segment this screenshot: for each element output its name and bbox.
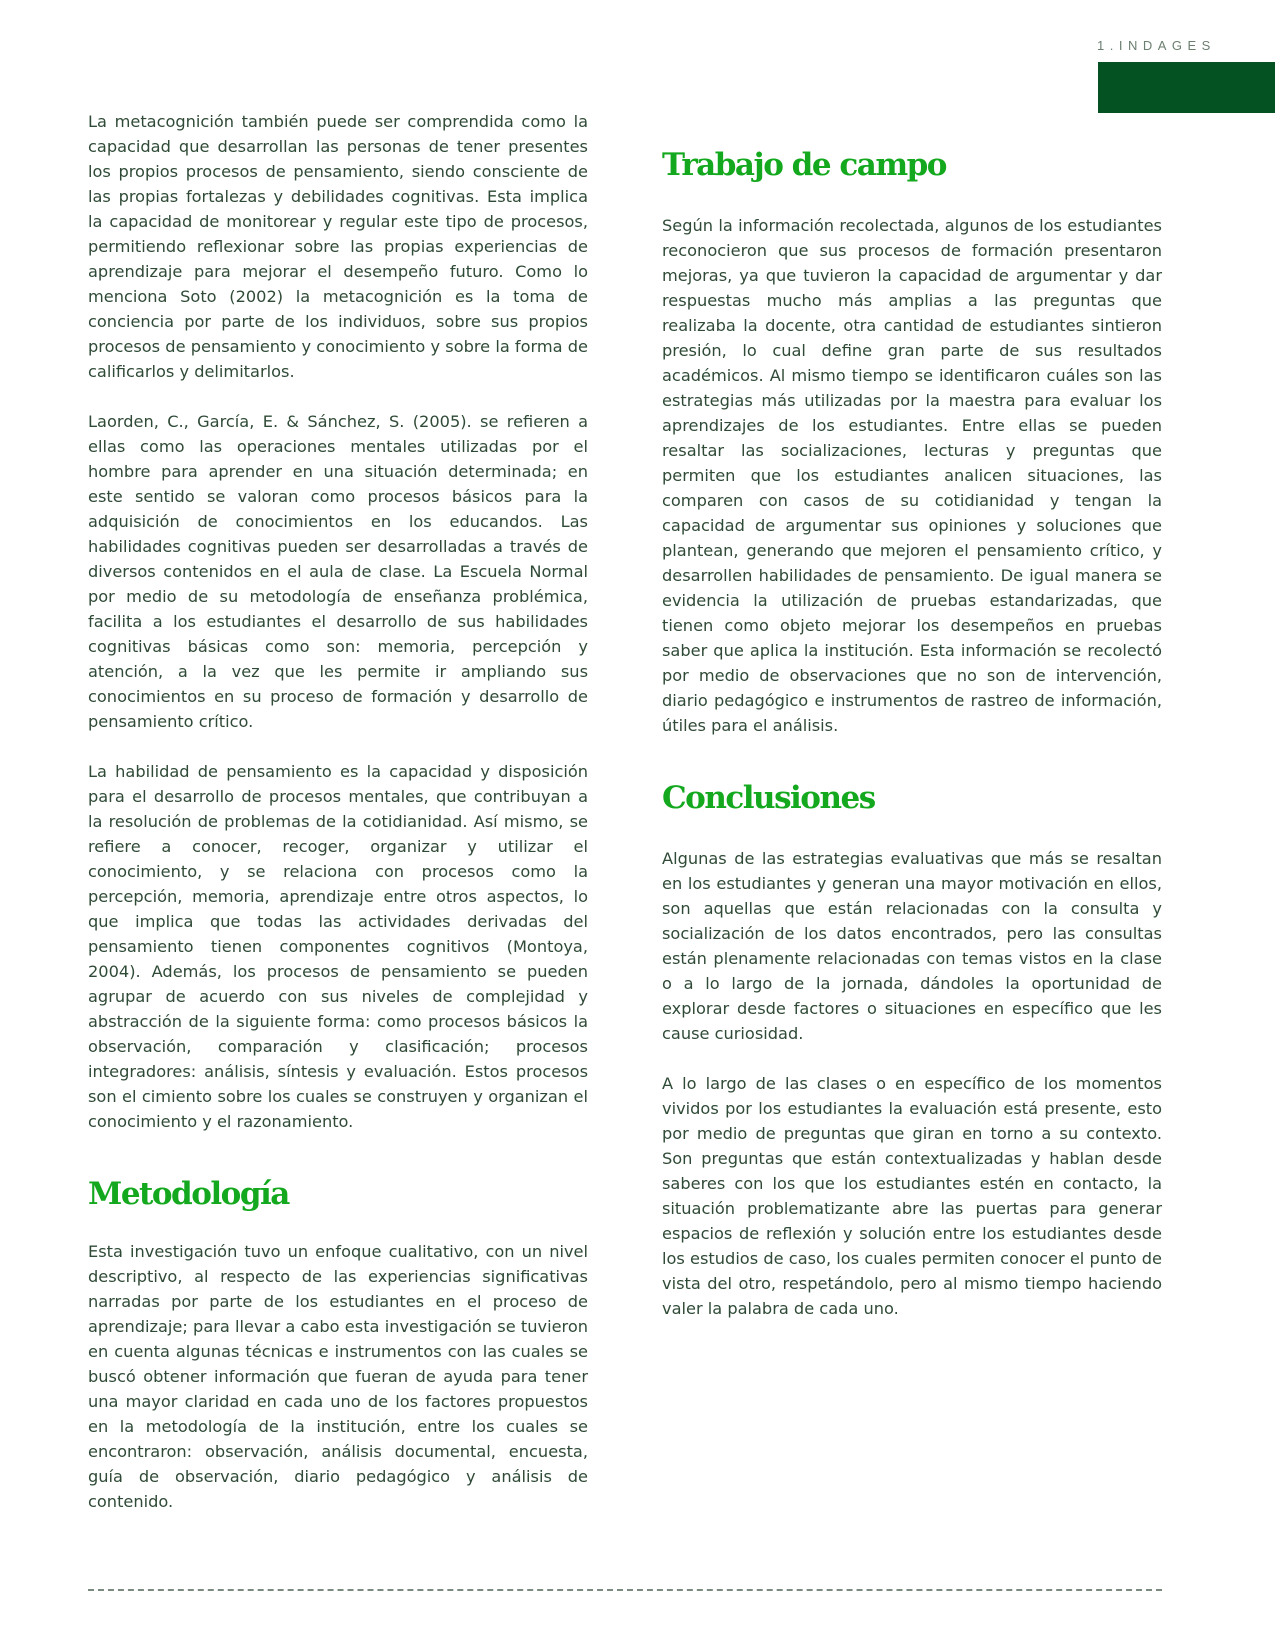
paragraph-habilidad: La habilidad de pensamiento es la capacidad y disposición para el desarrollo de procesos mentales, que contribuyan a la resolución de problemas de la cotidianidad. Así mismo, se refiere a conocer, recoger, organizar y utilizar el conocimiento, y se relaciona con procesos como la percepción, memoria, aprendizaje entre otros aspectos, lo que implica que todas las actividades derivadas del pensamiento tienen componentes cognitivos (Montoya, 2004). Además, los procesos de pensamiento se pueden agrupar de acuerdo con sus niveles de complejidad y abstracción de la siguiente forma: como procesos básicos la observación, comparación y clasificación; procesos integradores: análisis, síntesis y evaluación. Estos procesos son el cimiento sobre los cuales se construyen y organizan el conocimiento y el razonamiento. [88, 762, 588, 1131]
footer-dashed-divider [88, 1589, 1162, 1591]
paragraph-conclusiones-2: A lo largo de las clases o en específico de los momentos vividos por los estudiantes la evaluación está presente, esto por medio de preguntas que giran en torno a su contexto. Son preguntas que están contextualizadas y hablan desde saberes con los que los estudiantes estén en contacto, la situación problematizante abre las puertas para generar espacios de reflexión y solución entre los estudiantes desde los estudios de caso, los cuales permiten conocer el punto de vista del otro, respetándolo, pero al mismo tiempo haciendo valer la palabra de cada uno. [662, 1074, 1162, 1318]
heading-conclusiones: Conclusiones [662, 780, 875, 816]
section-label: 1.INDAGES [1097, 38, 1216, 53]
paragraph-metacognicion: La metacognición también puede ser comprendida como la capacidad que desarrollan las personas de tener presentes los propios procesos de pensamiento, siendo consciente de las propias fortalezas y debilidades cognitivas. Esta implica la capacidad de monitorear y regular este tipo de procesos, permitiendo reflexionar sobre las propias experiencias de aprendizaje para mejorar el desempeño futuro. Como lo menciona Soto (2002) la metacognición es la toma de conciencia por parte de los individuos, sobre sus propios procesos de pensamiento y conocimiento y sobre la forma de calificarlos y delimitarlos. [88, 112, 588, 381]
heading-metodologia: Metodología [88, 1176, 289, 1212]
section-color-block [1098, 62, 1275, 113]
right-column [662, 145, 1162, 1346]
paragraph-metodologia: Esta investigación tuvo un enfoque cualitativo, con un nivel descriptivo, al respecto de las experiencias significativas narradas por parte de los estudiantes en el proceso de aprendizaje; para llevar a cabo esta investigación se tuvieron en cuenta algunas técnicas e instrumentos con las cuales se buscó obtener información que fueran de ayuda para tener una mayor claridad en cada uno de los factores propuestos en la metodología de la institución, entre los cuales se encontraron: observación, análisis documental, encuesta, guía de observación, diario pedagógico y análisis de contenido. [88, 1242, 588, 1511]
paragraph-trabajo-de-campo: Según la información recolectada, algunos de los estudiantes reconocieron que sus procesos de formación presentaron mejoras, ya que tuvieron la capacidad de argumentar y dar respuestas mucho más amplias a las preguntas que realizaba la docente, otra cantidad de estudiantes sintieron presión, lo cual define gran parte de sus resultados académicos. Al mismo tiempo se identificaron cuáles son las estrategias más utilizadas por la maestra para evaluar los aprendizajes de los estudiantes. Entre ellas se pueden resaltar las socializaciones, lecturas y preguntas que permiten que los estudiantes analicen situaciones, las comparen con casos de su cotidianidad y tengan la capacidad de argumentar sus opiniones y soluciones que plantean, generando que mejoren el pensamiento crítico, y desarrollen habilidades de pensamiento. De igual manera se evidencia la utilización de pruebas estandarizadas, que tienen como objeto mejorar los desempeños en pruebas saber que aplica la institución. Esta información se recolectó por medio de observaciones que no son de intervención, diario pedagógico e instrumentos de rastreo de información, útiles para el análisis. [662, 216, 1162, 735]
left-column [88, 109, 588, 1539]
paragraph-laorden: Laorden, C., García, E. & Sánchez, S. (2005). se refieren a ellas como las operaciones mentales utilizadas por el hombre para aprender en una situación determinada; en este sentido se valoran como procesos básicos para la adquisición de conocimientos en los educandos. Las habilidades cognitivas pueden ser desarrolladas a través de diversos contenidos en el aula de clase. La Escuela Normal por medio de su metodología de enseñanza problémica, facilita a los estudiantes el desarrollo de sus habilidades cognitivas básicas como son: memoria, percepción y atención, a la vez que les permite ir ampliando sus conocimientos en su proceso de formación y desarrollo de pensamiento crítico. [88, 412, 588, 731]
paragraph-conclusiones-1: Algunas de las estrategias evaluativas que más se resaltan en los estudiantes y generan una mayor motivación en ellos, son aquellas que están relacionadas con la consulta y socialización de los datos encontrados, pero las consultas están plenamente relacionadas con temas vistos en la clase o a lo largo de la jornada, dándoles la oportunidad de explorar desde factores o situaciones en específico que les cause curiosidad. [662, 849, 1162, 1043]
heading-trabajo-de-campo: Trabajo de campo [662, 147, 946, 183]
